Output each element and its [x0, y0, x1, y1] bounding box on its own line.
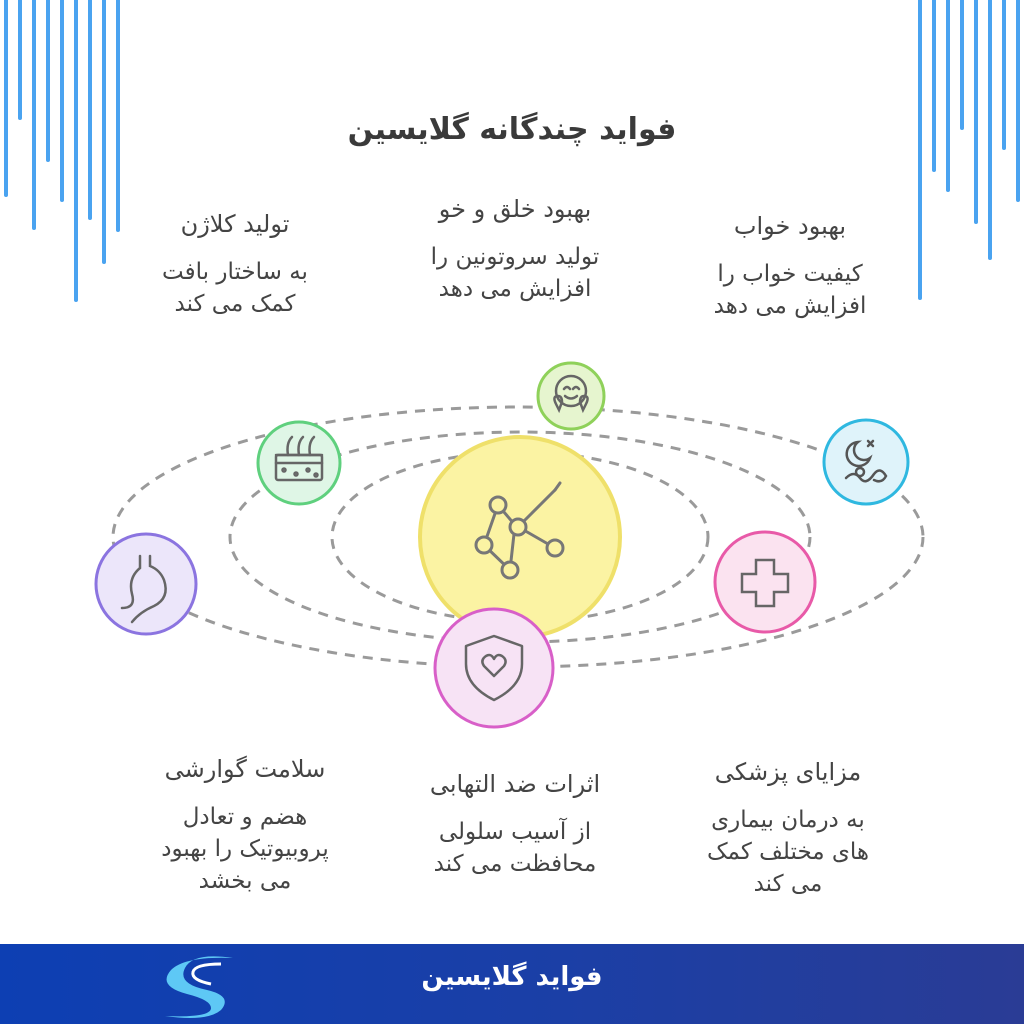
footer-bar	[0, 944, 1024, 1024]
benefit-description: به ساختار بافت کمک می کند	[162, 259, 308, 317]
benefit-title: بهبود خلق و خو	[438, 195, 592, 223]
sleep-moon-icon	[824, 420, 908, 504]
benefit-title: اثرات ضد التهابی	[429, 770, 601, 798]
benefit-title: بهبود خواب	[733, 212, 847, 240]
page-title: فواید چندگانه گلایسین	[347, 112, 677, 147]
benefit-description: تولید سروتونین را افزایش می دهد	[430, 244, 600, 302]
molecule-icon	[420, 437, 620, 637]
medical-cross-icon	[715, 532, 815, 632]
benefit-title: سلامت گوارشی	[164, 755, 326, 783]
benefit-description: به درمان بیماری های مختلف کمک می کند	[706, 807, 870, 897]
benefit-title: تولید کلاژن	[180, 210, 290, 238]
benefit-description: از آسیب سلولی محافظت می کند	[433, 819, 597, 877]
benefit-description: هضم و تعادل پروبیوتیک را بهبود می بخشد	[161, 804, 329, 894]
stomach-icon	[96, 534, 196, 634]
footer-title: فواید گلایسین	[421, 962, 603, 992]
skin-layers-icon	[258, 422, 340, 504]
benefit-title: مزایای پزشکی	[714, 758, 862, 786]
happy-face-icon	[538, 363, 604, 429]
benefit-description: کیفیت خواب را افزایش می دهد	[713, 261, 867, 319]
shield-heart-icon	[435, 609, 553, 727]
